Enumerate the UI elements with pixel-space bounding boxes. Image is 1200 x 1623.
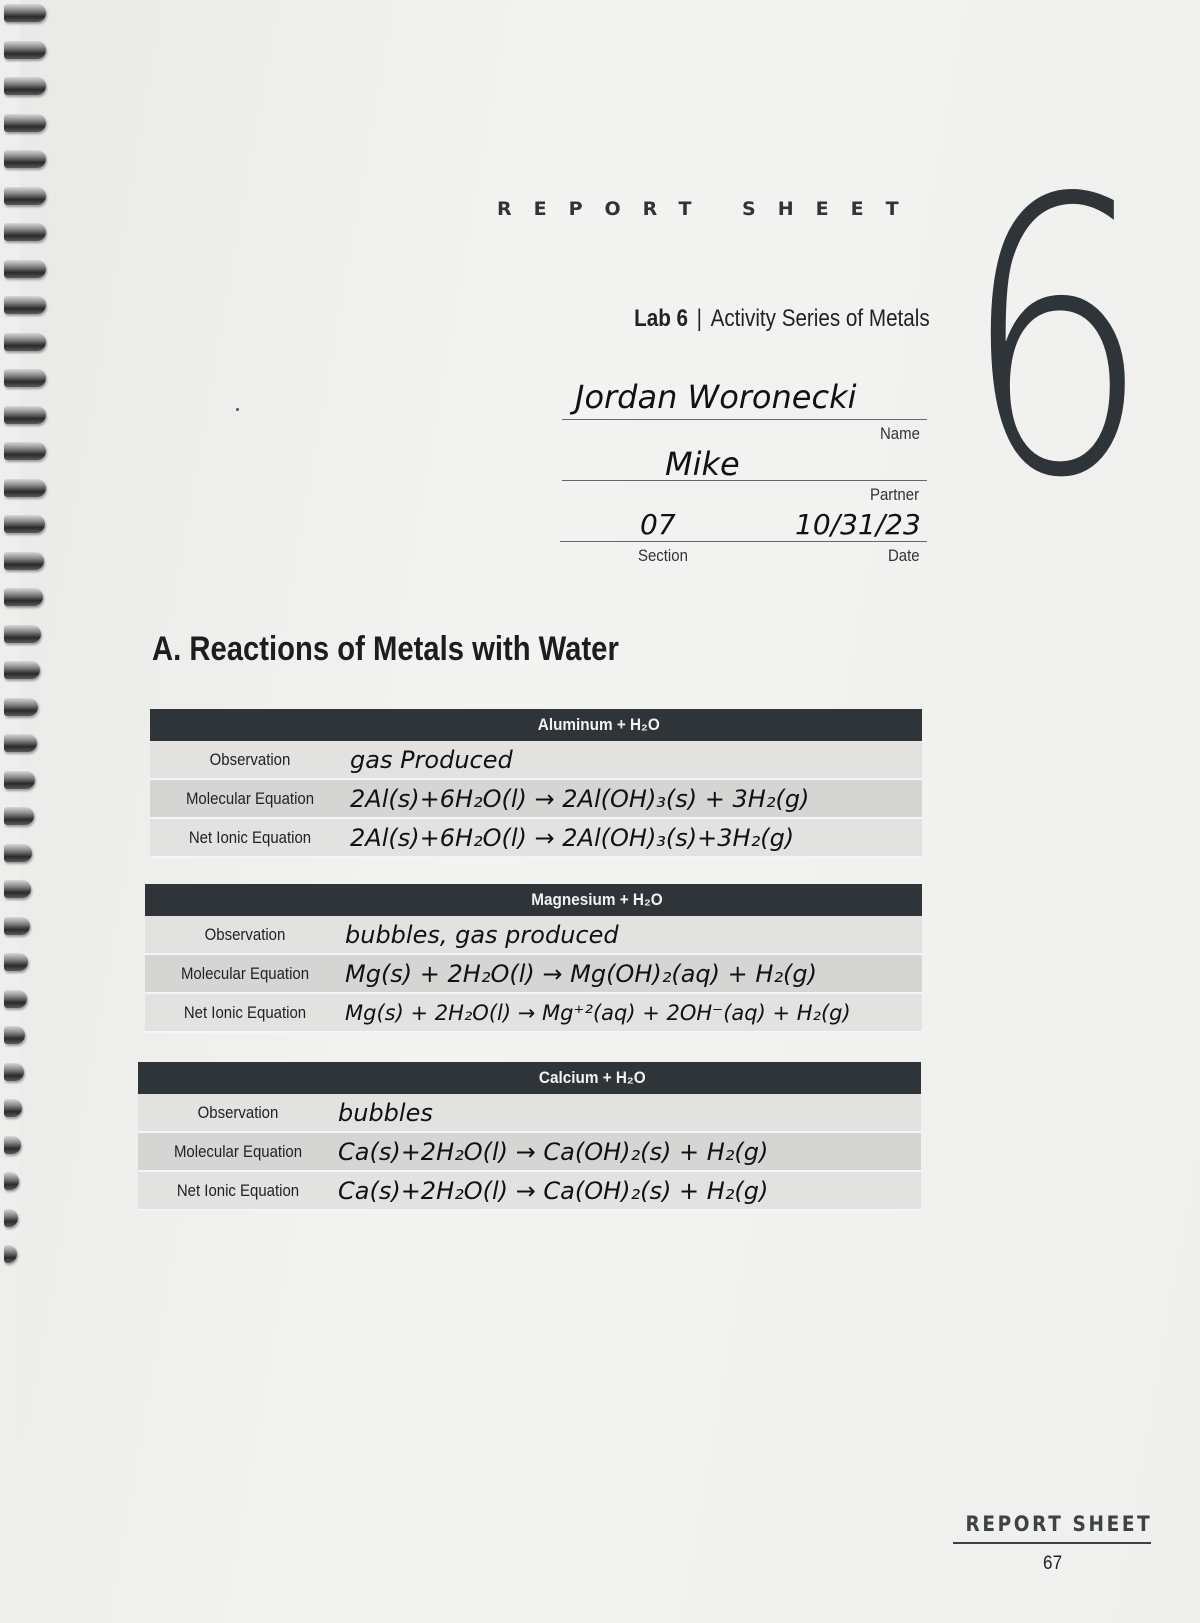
date-value: 10/31/23: [795, 508, 921, 541]
binding-coil: [4, 1099, 22, 1117]
name-line: [562, 419, 927, 420]
binding-coil: [4, 734, 37, 752]
table-row: [150, 741, 922, 780]
table-header-label: Magnesium + H₂O: [530, 890, 663, 909]
row-label: Observation: [209, 749, 291, 769]
binding-coil: [4, 1136, 21, 1154]
binding-coil: [4, 260, 46, 278]
table-header: [145, 884, 922, 916]
binding-coil: [4, 333, 46, 351]
binding-coil: [4, 1172, 19, 1190]
row-value: gas Produced: [350, 745, 513, 774]
name-value: Jordan Woronecki: [575, 378, 857, 416]
section-date-line: [560, 541, 927, 542]
binding-coil: [4, 1245, 17, 1263]
row-value: bubbles: [338, 1098, 433, 1127]
section-label: Section: [638, 546, 688, 565]
row-label: Molecular Equation: [173, 1141, 303, 1161]
row-label: Molecular Equation: [185, 788, 315, 808]
chapter-number: 6: [962, 118, 1151, 561]
binding-coil: [4, 479, 46, 497]
binding-coil: [4, 77, 46, 95]
table-row: [150, 780, 922, 819]
binding-coil: [4, 880, 31, 898]
footer-rule: [953, 1542, 1151, 1544]
binding-coil: [4, 1209, 18, 1227]
table-header-label: Aluminum + H₂O: [537, 715, 660, 734]
binding-coil: [4, 661, 40, 679]
binding-coil: [4, 296, 46, 314]
calcium-table: [138, 1062, 921, 1211]
table-body: [150, 741, 922, 858]
aluminum-table: [150, 709, 922, 858]
binding-coil: [4, 625, 41, 643]
date-label: Date: [888, 546, 920, 565]
binding-coil: [4, 4, 46, 22]
page-speck: [236, 408, 239, 411]
partner-label: Partner: [870, 485, 920, 504]
spiral-binding: [0, 0, 60, 1623]
binding-coil: [4, 698, 38, 716]
table-row: [150, 819, 922, 858]
lab-title-line: [634, 305, 930, 333]
binding-coil: [4, 953, 28, 971]
row-value: bubbles, gas produced: [345, 920, 619, 949]
row-label: Net Ionic Equation: [176, 1180, 300, 1200]
row-label: Net Ionic Equation: [183, 1002, 307, 1022]
row-value: Ca(s)+2H₂O(l) → Ca(OH)₂(s) + H₂(g): [338, 1176, 769, 1205]
table-header: [150, 709, 922, 741]
binding-coil: [4, 150, 46, 168]
binding-coil: [4, 1063, 24, 1081]
binding-coil: [4, 515, 45, 533]
row-value: 2Al(s)+6H₂O(l) → 2Al(OH)₃(s) + 3H₂(g): [350, 784, 810, 813]
binding-coil: [4, 844, 32, 862]
table-row: [145, 955, 922, 994]
table-body: [145, 916, 922, 1033]
binding-coil: [4, 990, 27, 1008]
table-row: [145, 994, 922, 1033]
binding-coil: [4, 187, 46, 205]
binding-coil: [4, 114, 46, 132]
page-number: 67: [1043, 1553, 1063, 1574]
partner-line: [562, 480, 927, 481]
binding-coil: [4, 369, 46, 387]
magnesium-table: [145, 884, 922, 1033]
binding-coil: [4, 223, 46, 241]
binding-coil: [4, 588, 43, 606]
binding-coil: [4, 406, 46, 424]
lab-title: Activity Series of Metals: [710, 305, 930, 332]
row-label: Observation: [197, 1102, 279, 1122]
lab-number: Lab 6: [634, 305, 689, 332]
row-label: Observation: [204, 924, 286, 944]
row-value: Mg(s) + 2H₂O(l) → Mg(OH)₂(aq) + H₂(g): [345, 959, 818, 988]
table-row: [145, 916, 922, 955]
report-sheet-heading: REPORT SHEET: [497, 198, 921, 220]
table-header: [138, 1062, 921, 1094]
table-row: [138, 1133, 921, 1172]
binding-coil: [4, 442, 46, 460]
binding-coil: [4, 771, 35, 789]
binding-coil: [4, 41, 46, 59]
table-header-label: Calcium + H₂O: [539, 1068, 646, 1087]
lab-separator: |: [696, 305, 703, 332]
section-a-title: A. Reactions of Metals with Water: [152, 630, 619, 668]
section-value: 07: [640, 508, 676, 541]
table-row: [138, 1094, 921, 1133]
row-label: Molecular Equation: [180, 963, 310, 983]
table-row: [138, 1172, 921, 1211]
table-body: [138, 1094, 921, 1211]
binding-coil: [4, 1026, 25, 1044]
row-label: Net Ionic Equation: [188, 827, 312, 847]
footer-report-sheet: REPORT SHEET: [965, 1512, 1152, 1536]
row-value: 2Al(s)+6H₂O(l) → 2Al(OH)₃(s)+3H₂(g): [350, 823, 795, 852]
row-value: Ca(s)+2H₂O(l) → Ca(OH)₂(s) + H₂(g): [338, 1137, 769, 1166]
binding-coil: [4, 807, 34, 825]
partner-value: Mike: [665, 445, 740, 483]
name-label: Name: [880, 424, 920, 443]
binding-coil: [4, 552, 44, 570]
row-value: Mg(s) + 2H₂O(l) → Mg⁺²(aq) + 2OH⁻(aq) + H₂(g): [345, 1000, 851, 1025]
binding-coil: [4, 917, 30, 935]
